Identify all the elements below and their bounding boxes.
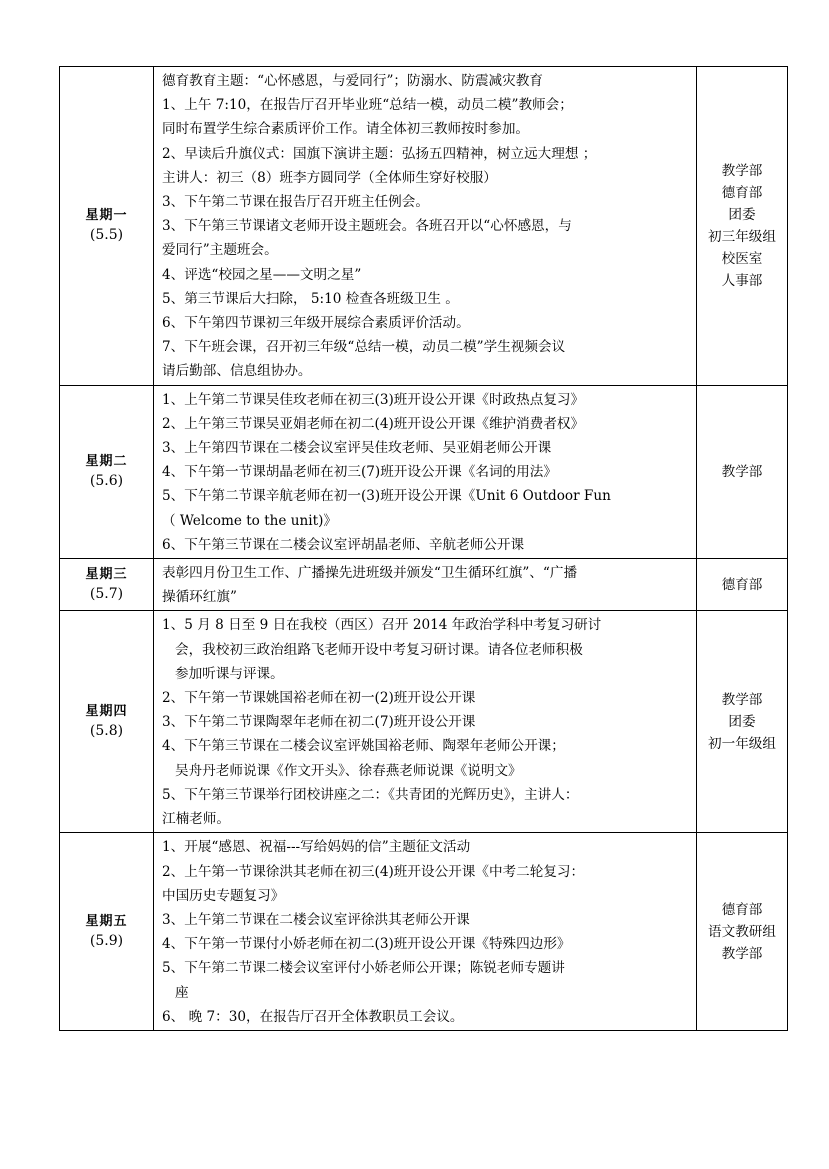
- day-date: (5.5): [89, 226, 124, 243]
- content-line: 3、上午第二节课在二楼会议室评徐洪其老师公开课: [162, 911, 470, 928]
- content-line: 3、下午第二节课陶翠年老师在初二(7)班开设公开课: [162, 714, 476, 731]
- content-line: 1、开展“感恩、祝福---写给妈妈的信”主题征文活动: [162, 839, 471, 856]
- department-name: 德育部: [721, 184, 763, 201]
- department-name: 校医室: [721, 250, 763, 267]
- content-cell: [154, 559, 697, 611]
- content-line: 中国历史专题复习》: [162, 887, 285, 904]
- content-line: 主讲人：初三（8）班李方圆同学（全体师生穿好校服）: [162, 169, 497, 186]
- department-name: 团委: [728, 713, 756, 730]
- department-name: 教学部: [721, 691, 763, 708]
- schedule-row-friday: [60, 833, 788, 1031]
- content-line: 同时布置学生综合素质评价工作。请全体初三教师按时参加。: [162, 121, 530, 138]
- content-line: 操循环红旗”: [162, 589, 237, 606]
- day-name: 星期一: [85, 207, 128, 223]
- day-name: 星期五: [85, 913, 128, 929]
- content-line: 6、下午第四节课初三年级开展综合素质评价活动。: [162, 315, 470, 332]
- content-line: 座: [175, 984, 189, 1001]
- content-line: 4、评选“校园之星——文明之星”: [162, 266, 362, 283]
- content-line: 5、下午第三节课举行团校讲座之二：《共青团的光辉历史》，主讲人：: [162, 786, 579, 803]
- content-line: 德育教育主题：“心怀感恩，与爱同行”；防溺水、防震减灾教育: [162, 73, 543, 89]
- weekly-schedule-table: [59, 66, 788, 1031]
- content-line: 1、上午第二节课吴佳玫老师在初三(3)班开设公开课《时政热点复习》: [162, 391, 585, 408]
- content-line: 2、上午第一节课徐洪其老师在初三(4)班开设公开课《中考二轮复习：: [162, 863, 585, 880]
- content-line: 4、下午第一节课胡晶老师在初三(7)班开设公开课《名词的用法》: [162, 464, 557, 481]
- schedule-row-thursday: [60, 611, 788, 833]
- content-line: 3、下午第三节课诸文老师开设主题班会。各班召开以“心怀感恩，与: [162, 218, 572, 235]
- department-name: 初一年级组: [708, 735, 776, 752]
- content-line: 3、下午第二节课在报告厅召开班主任例会。: [162, 194, 429, 211]
- schedule-row-monday: [60, 67, 788, 386]
- content-cell: [154, 385, 697, 558]
- day-cell: [60, 833, 154, 1031]
- department-name: 教学部: [721, 463, 763, 480]
- department-cell: [697, 385, 788, 558]
- content-cell: [154, 611, 697, 833]
- day-date: (5.7): [89, 585, 124, 602]
- content-line: 2、上午第三节课吴亚娟老师在初二(4)班开设公开课《维护消费者权》: [162, 415, 585, 432]
- department-name: 教学部: [721, 945, 763, 962]
- schedule-row-tuesday: [60, 385, 788, 558]
- department-name: 初三年级组: [708, 228, 776, 245]
- content-line: 请后勤部、信息组协办。: [162, 363, 312, 380]
- department-name: 德育部: [721, 901, 763, 918]
- content-line: 3、上午第四节课在二楼会议室评吴佳玫老师、吴亚娟老师公开课: [162, 440, 552, 457]
- day-date: (5.6): [89, 472, 124, 489]
- content-line: 6、 晚 7：30，在报告厅召开全体教职员工会议。: [162, 1008, 464, 1025]
- content-line: 6、下午第三节课在二楼会议室评胡晶老师、辛航老师公开课: [162, 536, 525, 553]
- content-line: 表彰四月份卫生工作、广播操先进班级并颁发“卫生循环红旗”、“广播: [162, 565, 578, 582]
- day-cell: [60, 385, 154, 558]
- content-line: 2、早读后升旗仪式：国旗下演讲主题：弘扬五四精神，树立远大理想 ；: [162, 145, 597, 162]
- day-cell: [60, 611, 154, 833]
- day-date: (5.9): [89, 932, 124, 949]
- content-line: （ Welcome to the unit)》: [162, 512, 337, 529]
- content-line: 爱同行”主题班会。: [162, 242, 278, 259]
- day-date: (5.8): [89, 722, 124, 739]
- content-line: 1、上午 7:10，在报告厅召开毕业班“总结一模，动员二模”教师会；: [162, 97, 573, 114]
- schedule-row-wednesday: [60, 559, 788, 611]
- department-cell: [697, 611, 788, 833]
- department-name: 人事部: [721, 272, 763, 289]
- content-line: 7、下午班会课，召开初三年级“总结一模，动员二模”学生视频会议: [162, 339, 566, 356]
- department-name: 语文教研组: [708, 923, 776, 940]
- department-cell: [697, 559, 788, 611]
- content-line: 4、下午第三节课在二楼会议室评姚国裕老师、陶翠年老师公开课；: [162, 738, 565, 755]
- content-line: 参加听课与评课。: [175, 665, 284, 682]
- day-name: 星期四: [85, 703, 128, 719]
- department-name: 教学部: [721, 162, 763, 179]
- day-cell: [60, 67, 154, 386]
- content-cell: [154, 833, 697, 1031]
- department-name: 团委: [728, 206, 756, 223]
- content-line: 2、下午第一节课姚国裕老师在初一(2)班开设公开课: [162, 690, 476, 707]
- content-line: 1、5 月 8 日至 9 日在我校（西区）召开 2014 年政治学科中考复习研讨: [162, 617, 602, 634]
- day-name: 星期三: [85, 566, 128, 582]
- content-cell: [154, 67, 697, 386]
- content-line: 吴舟丹老师说课《作文开头》、徐春燕老师说课《说明文》: [175, 762, 522, 779]
- day-name: 星期二: [85, 453, 128, 469]
- content-line: 5、下午第二节课辛航老师在初一(3)班开设公开课《Unit 6 Outdoor Fun: [162, 488, 611, 505]
- department-name: 德育部: [721, 576, 763, 593]
- content-line: 5、第三节课后大扫除， 5:10 检查各班级卫生 。: [162, 290, 459, 307]
- content-line: 4、下午第一节课付小娇老师在初二(3)班开设公开课《特殊四边形》: [162, 936, 571, 953]
- content-line: 江楠老师。: [162, 811, 230, 828]
- department-cell: [697, 833, 788, 1031]
- day-cell: [60, 559, 154, 611]
- department-cell: [697, 67, 788, 386]
- content-line: 5、下午第二节课二楼会议室评付小娇老师公开课；陈锐老师专题讲: [162, 960, 565, 977]
- content-line: 会，我校初三政治组路飞老师开设中考复习研讨课。请各位老师积极: [175, 641, 583, 658]
